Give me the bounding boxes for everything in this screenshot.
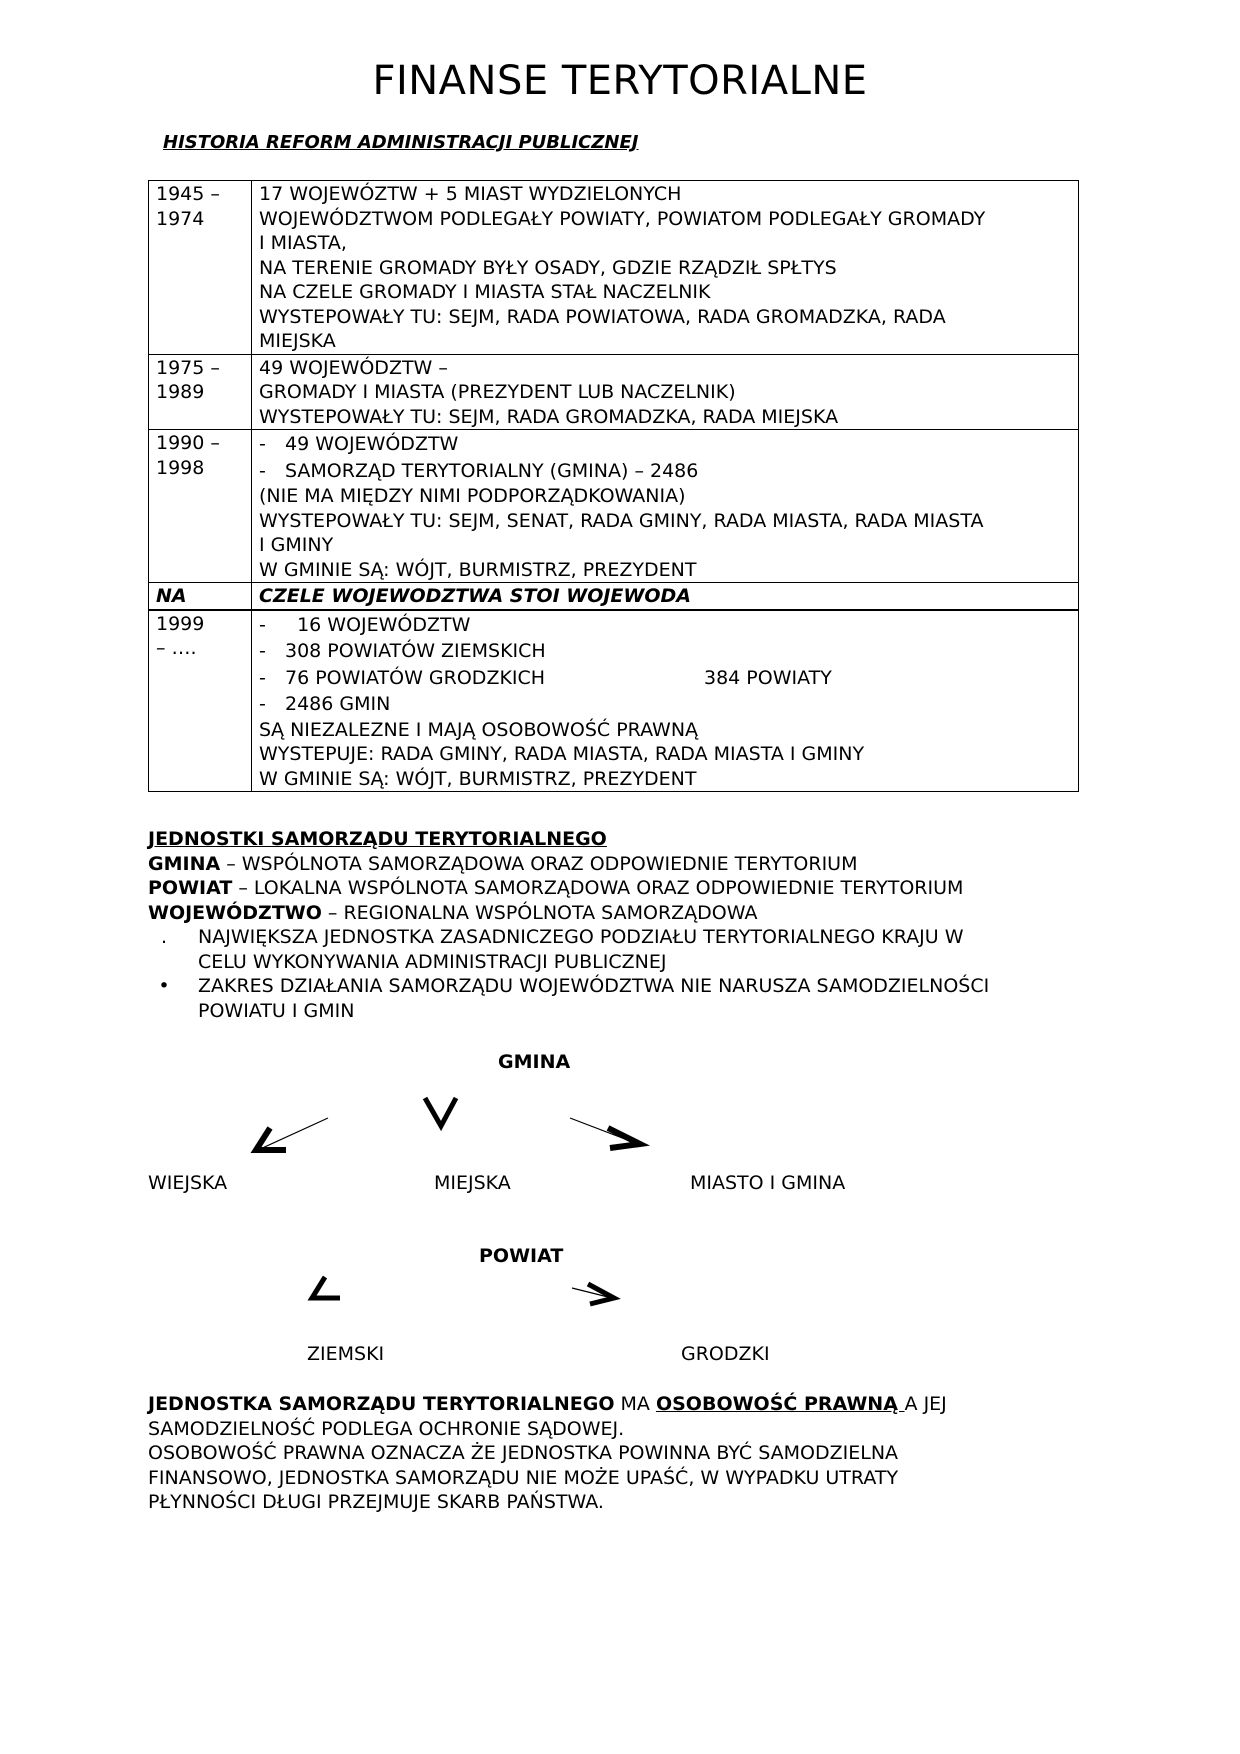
bullet-text: POWIATU I GMIN: [198, 999, 355, 1022]
cell-line: 49 WOJEWÓDZTW –: [259, 356, 448, 379]
final-emphasis: OSOBOWOŚĆ PRAWNĄ: [655, 1393, 905, 1415]
def-powiat: – LOKALNA WSPÓLNOTA SAMORZĄDOWA ORAZ ODPOWIEDNIE TERYTORIUM: [232, 877, 964, 899]
cell-line: (NIE MA MIĘDZY NIMI PODPORZĄDKOWANIA): [259, 485, 686, 507]
page-title: FINANSE TERYTORIALNE: [372, 58, 868, 104]
diagram-powiat-right: GRODZKI: [681, 1343, 770, 1365]
cell-line: WYSTEPOWAŁY TU: SEJM, RADA POWIATOWA, RADA GROMADZKA, RADA: [259, 305, 946, 328]
final-line: PŁYNNOŚCI DŁUGI PRZEJMUJE SKARB PAŃSTWA.: [148, 1491, 604, 1513]
term-wojewodztwo: WOJEWÓDZTWO: [148, 901, 322, 924]
years-cell: NA: [149, 583, 252, 610]
arrow-left-icon: [312, 1277, 340, 1298]
cell-line: WYSTEPUJE: RADA GMINY, RADA MIASTA, RADA MIASTA I GMINY: [259, 743, 865, 765]
units-heading: JEDNOSTKI SAMORZĄDU TERYTORIALNEGO: [148, 828, 607, 850]
cell-line: I MIASTA,: [259, 232, 347, 254]
cell-line: WOJEWÓDZTWOM PODLEGAŁY POWIATY, POWIATOM PODLEGAŁY GROMADY: [259, 207, 986, 230]
term-gmina: GMINA: [148, 852, 221, 875]
arrow-right-icon: [572, 1284, 614, 1304]
cell-line: NA CZELE GROMADY I MIASTA STAŁ NACZELNIK: [259, 281, 711, 303]
dash-line-text: 16 WOJEWÓDZTW: [285, 613, 471, 636]
dash-line: - 76 POWIATÓW GRODZKICH 384 POWIATY: [259, 665, 1071, 692]
years-cell: 1990 – 1998: [149, 430, 252, 583]
bullet-icon: •: [158, 975, 170, 997]
diagram-powiat-head: POWIAT: [479, 1245, 564, 1267]
dash-line-text: 2486 GMIN: [285, 693, 391, 715]
cell-line: WYSTEPOWAŁY TU: SEJM, SENAT, RADA GMINY, RADA MIASTA, RADA MIASTA: [259, 509, 984, 532]
def-gmina: – WSPÓLNOTA SAMORZĄDOWA ORAZ ODPOWIEDNIE TERYTORIUM: [220, 852, 858, 875]
dash-line: - 308 POWIATÓW ZIEMSKICH: [259, 640, 546, 662]
final-line: FINANSOWO, JEDNOSTKA SAMORZĄDU NIE MOŻE UPAŚĆ, W WYPADKU UTRATY: [148, 1466, 899, 1489]
diagram-gmina-middle: MIEJSKA: [434, 1172, 511, 1194]
arrow-left-icon: [256, 1118, 328, 1150]
cell-line: W GMINIE SĄ: WÓJT, BURMISTRZ, PREZYDENT: [259, 558, 697, 581]
final-line: SAMODZIELNOŚĆ PODLEGA OCHRONIE SĄDOWEJ.: [148, 1417, 625, 1440]
bullet-text: CELU WYKONYWANIA ADMINISTRACJI PUBLICZNEJ: [198, 950, 667, 973]
final-term: JEDNOSTKA SAMORZĄDU TERYTORIALNEGO: [148, 1393, 615, 1415]
bullet-text: NAJWIĘKSZA JEDNOSTKA ZASADNICZEGO PODZIAŁU TERYTORIALNEGO KRAJU W: [198, 926, 964, 948]
diagram-powiat-left: ZIEMSKI: [307, 1343, 385, 1365]
cell-line: 17 WOJEWÓZTW + 5 MIAST WYDZIELONYCH: [259, 183, 682, 205]
diagram-gmina-head: GMINA: [498, 1051, 571, 1073]
cell-line: GROMADY I MIASTA (PREZYDENT LUB NACZELNIK): [259, 381, 736, 403]
dash-line-text: 308 POWIATÓW ZIEMSKICH: [285, 640, 546, 662]
cell-line: WYSTEPOWAŁY TU: SEJM, RADA GROMADZKA, RADA MIEJSKA: [259, 405, 839, 428]
bullet-text: ZAKRES DZIAŁANIA SAMORZĄDU WOJEWÓDZTWA NIE NARUSZA SAMODZIELNOŚCI: [198, 975, 990, 997]
final-text: A JEJ: [904, 1393, 947, 1415]
dash-line: - 49 WOJEWÓDZTW: [259, 433, 459, 455]
arrow-right-icon: [570, 1118, 640, 1148]
dash-line-text: SAMORZĄD TERYTORIALNY (GMINA) – 2486: [285, 459, 699, 482]
diagram-gmina-right: MIASTO I GMINA: [690, 1172, 846, 1194]
arrow-down-icon: [425, 1098, 456, 1126]
years-cell: 1945 – 1974: [149, 181, 252, 355]
dash-line-text: 76 POWIATÓW GRODZKICH: [285, 666, 546, 689]
final-line: [148, 1392, 947, 1417]
side-note: 384 POWIATY: [704, 666, 832, 689]
cell-line: NA TERENIE GROMADY BYŁY OSADY, GDZIE RZĄDZIŁ SPŁTYS: [259, 256, 837, 279]
dash-line: - 16 WOJEWÓDZTW: [259, 613, 471, 636]
cell-line: I GMINY: [259, 534, 334, 556]
section-subtitle: HISTORIA REFORM ADMINISTRACJI PUBLICZNEJ: [163, 132, 639, 153]
final-line: OSOBOWOŚĆ PRAWNA OZNACZA ŻE JEDNOSTKA POWINNA BYĆ SAMODZIELNA: [148, 1442, 899, 1464]
def-wojewodztwo: – REGIONALNA WSPÓLNOTA SAMORZĄDOWA: [321, 901, 758, 924]
cell-line: CZELE WOJEWODZTWA STOI WOJEWODA: [259, 585, 691, 607]
bullet-icon: .: [160, 926, 168, 948]
years-cell: 1999 – ….: [149, 610, 252, 792]
final-paragraph: [148, 1392, 947, 1515]
cell-line: SĄ NIEZALEZNE I MAJĄ OSOBOWOŚĆ PRAWNĄ: [259, 718, 699, 741]
diagram-gmina-left: WIEJSKA: [148, 1172, 228, 1194]
dash-line-text: 49 WOJEWÓDZTW: [285, 433, 459, 455]
dash-line: - 2486 GMIN: [259, 693, 391, 715]
years-cell: 1975 – 1989: [149, 354, 252, 430]
final-text: MA: [614, 1393, 656, 1415]
dash-line: - SAMORZĄD TERYTORIALNY (GMINA) – 2486: [259, 459, 699, 482]
cell-line: W GMINIE SĄ: WÓJT, BURMISTRZ, PREZYDENT: [259, 767, 697, 790]
cell-line: MIEJSKA: [259, 330, 336, 352]
term-powiat: POWIAT: [148, 877, 233, 899]
